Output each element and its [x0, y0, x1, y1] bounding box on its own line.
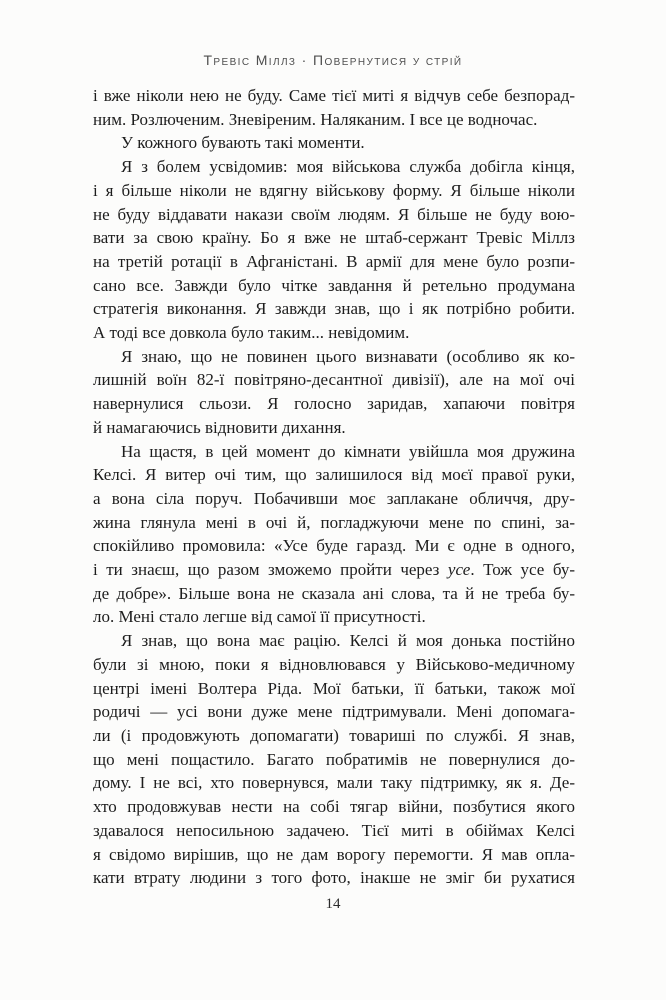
text-line: не буду віддавати накази своїм людям. Я більше не буду вою-	[93, 204, 575, 224]
text-line: стратегія виконання. Я завжди знав, що і як потрібно робити.	[93, 299, 575, 319]
text-line: і ти знаєш, що разом зможемо пройти через усе. Тож усе бу-	[93, 560, 576, 580]
page-number: 14	[325, 896, 341, 912]
text-line: родичі — усі вони дуже мене підтримували. Мені допомага-	[93, 702, 575, 722]
text-line: На щастя, в цей момент до кімнати увійшла моя дружина	[121, 441, 575, 461]
text-line: я свідомо вирішив, що не дам ворогу перемогти. Я мав опла-	[93, 844, 575, 864]
text-line: ним. Розлюченим. Зневіреним. Наляканим. І все це водночас.	[93, 109, 538, 129]
text-line: Я знаю, що не повинен цього визнавати (особливо як ко-	[121, 346, 575, 366]
text-line: навернулися сльози. Я голосно заридав, хапаючи повітря	[93, 394, 575, 414]
italic-word: усе	[447, 560, 471, 580]
body-text	[93, 84, 575, 890]
text-line: здавалося непосильною задачею. Тієї миті в обіймах Келсі	[93, 820, 575, 840]
text-line: вати за свою країну. Бо я вже не штаб-сержант Тревіс Міллз	[93, 228, 575, 248]
text-line: кати втрату людини з того фото, інакше не зміг би рухатися	[93, 868, 575, 888]
text-line: сано все. Завжди було чітке завдання й ретельно продумана	[93, 275, 575, 295]
text-line: були зі мною, поки я відновлювався у Військово-медичному	[93, 654, 575, 674]
text-line: а вона сіла поруч. Побачивши моє заплакане обличчя, дру-	[93, 488, 575, 508]
text-line: і я більше ніколи не вдягну військову форму. Я більше ніколи	[93, 180, 575, 200]
text-line: й намагаючись відновити дихання.	[93, 417, 346, 437]
text-line: ли (і продовжують допомагати) товариші по службі. Я знав,	[93, 725, 575, 745]
text-line: дому. І не всі, хто повернувся, мали таку підтримку, як я. Де-	[93, 773, 575, 793]
text-line: Я з болем усвідомив: моя військова служба добігла кінця,	[121, 157, 575, 177]
text-line: А тоді все довкола було таким... невідомим.	[93, 323, 410, 343]
running-header: Тревіс Міллз · Повернутися у стрій	[203, 52, 463, 68]
text-line: і вже ніколи нею не буду. Саме тієї миті я відчув себе безпорад-	[93, 86, 575, 105]
text-line: Я знав, що вона має рацію. Келсі й моя донька постійно	[121, 631, 575, 651]
text-line: що мені пощастило. Багато побратимів не повернулися до-	[93, 749, 575, 769]
text-line: Келсі. Я витер очі тим, що залишилося від моєї правої руки,	[93, 465, 575, 485]
text-line: центрі імені Волтера Ріда. Мої батьки, її батьки, також мої	[93, 678, 575, 698]
text-line: на третій ротації в Афганістані. В армії для мене було розпи-	[93, 251, 575, 271]
text-line: де добре». Більше вона не сказала ані слова, та й не треба бу-	[93, 583, 575, 603]
text-line: хто продовжував нести на собі тягар війни, позбутися якого	[93, 797, 575, 817]
text-line: ло. Мені стало легше від самої її присутності.	[93, 607, 426, 627]
text-line: жина глянула мені в очі й, погладжуючи мене по спині, за-	[93, 512, 575, 532]
text-line: лишній воїн 82-ї повітряно-десантної дивізії), але на мої очі	[93, 370, 575, 390]
text-line: спокійливо промовила: «Усе буде гаразд. Ми є одне в одного,	[93, 536, 575, 556]
text-line: У кожного бувають такі моменти.	[121, 133, 365, 153]
